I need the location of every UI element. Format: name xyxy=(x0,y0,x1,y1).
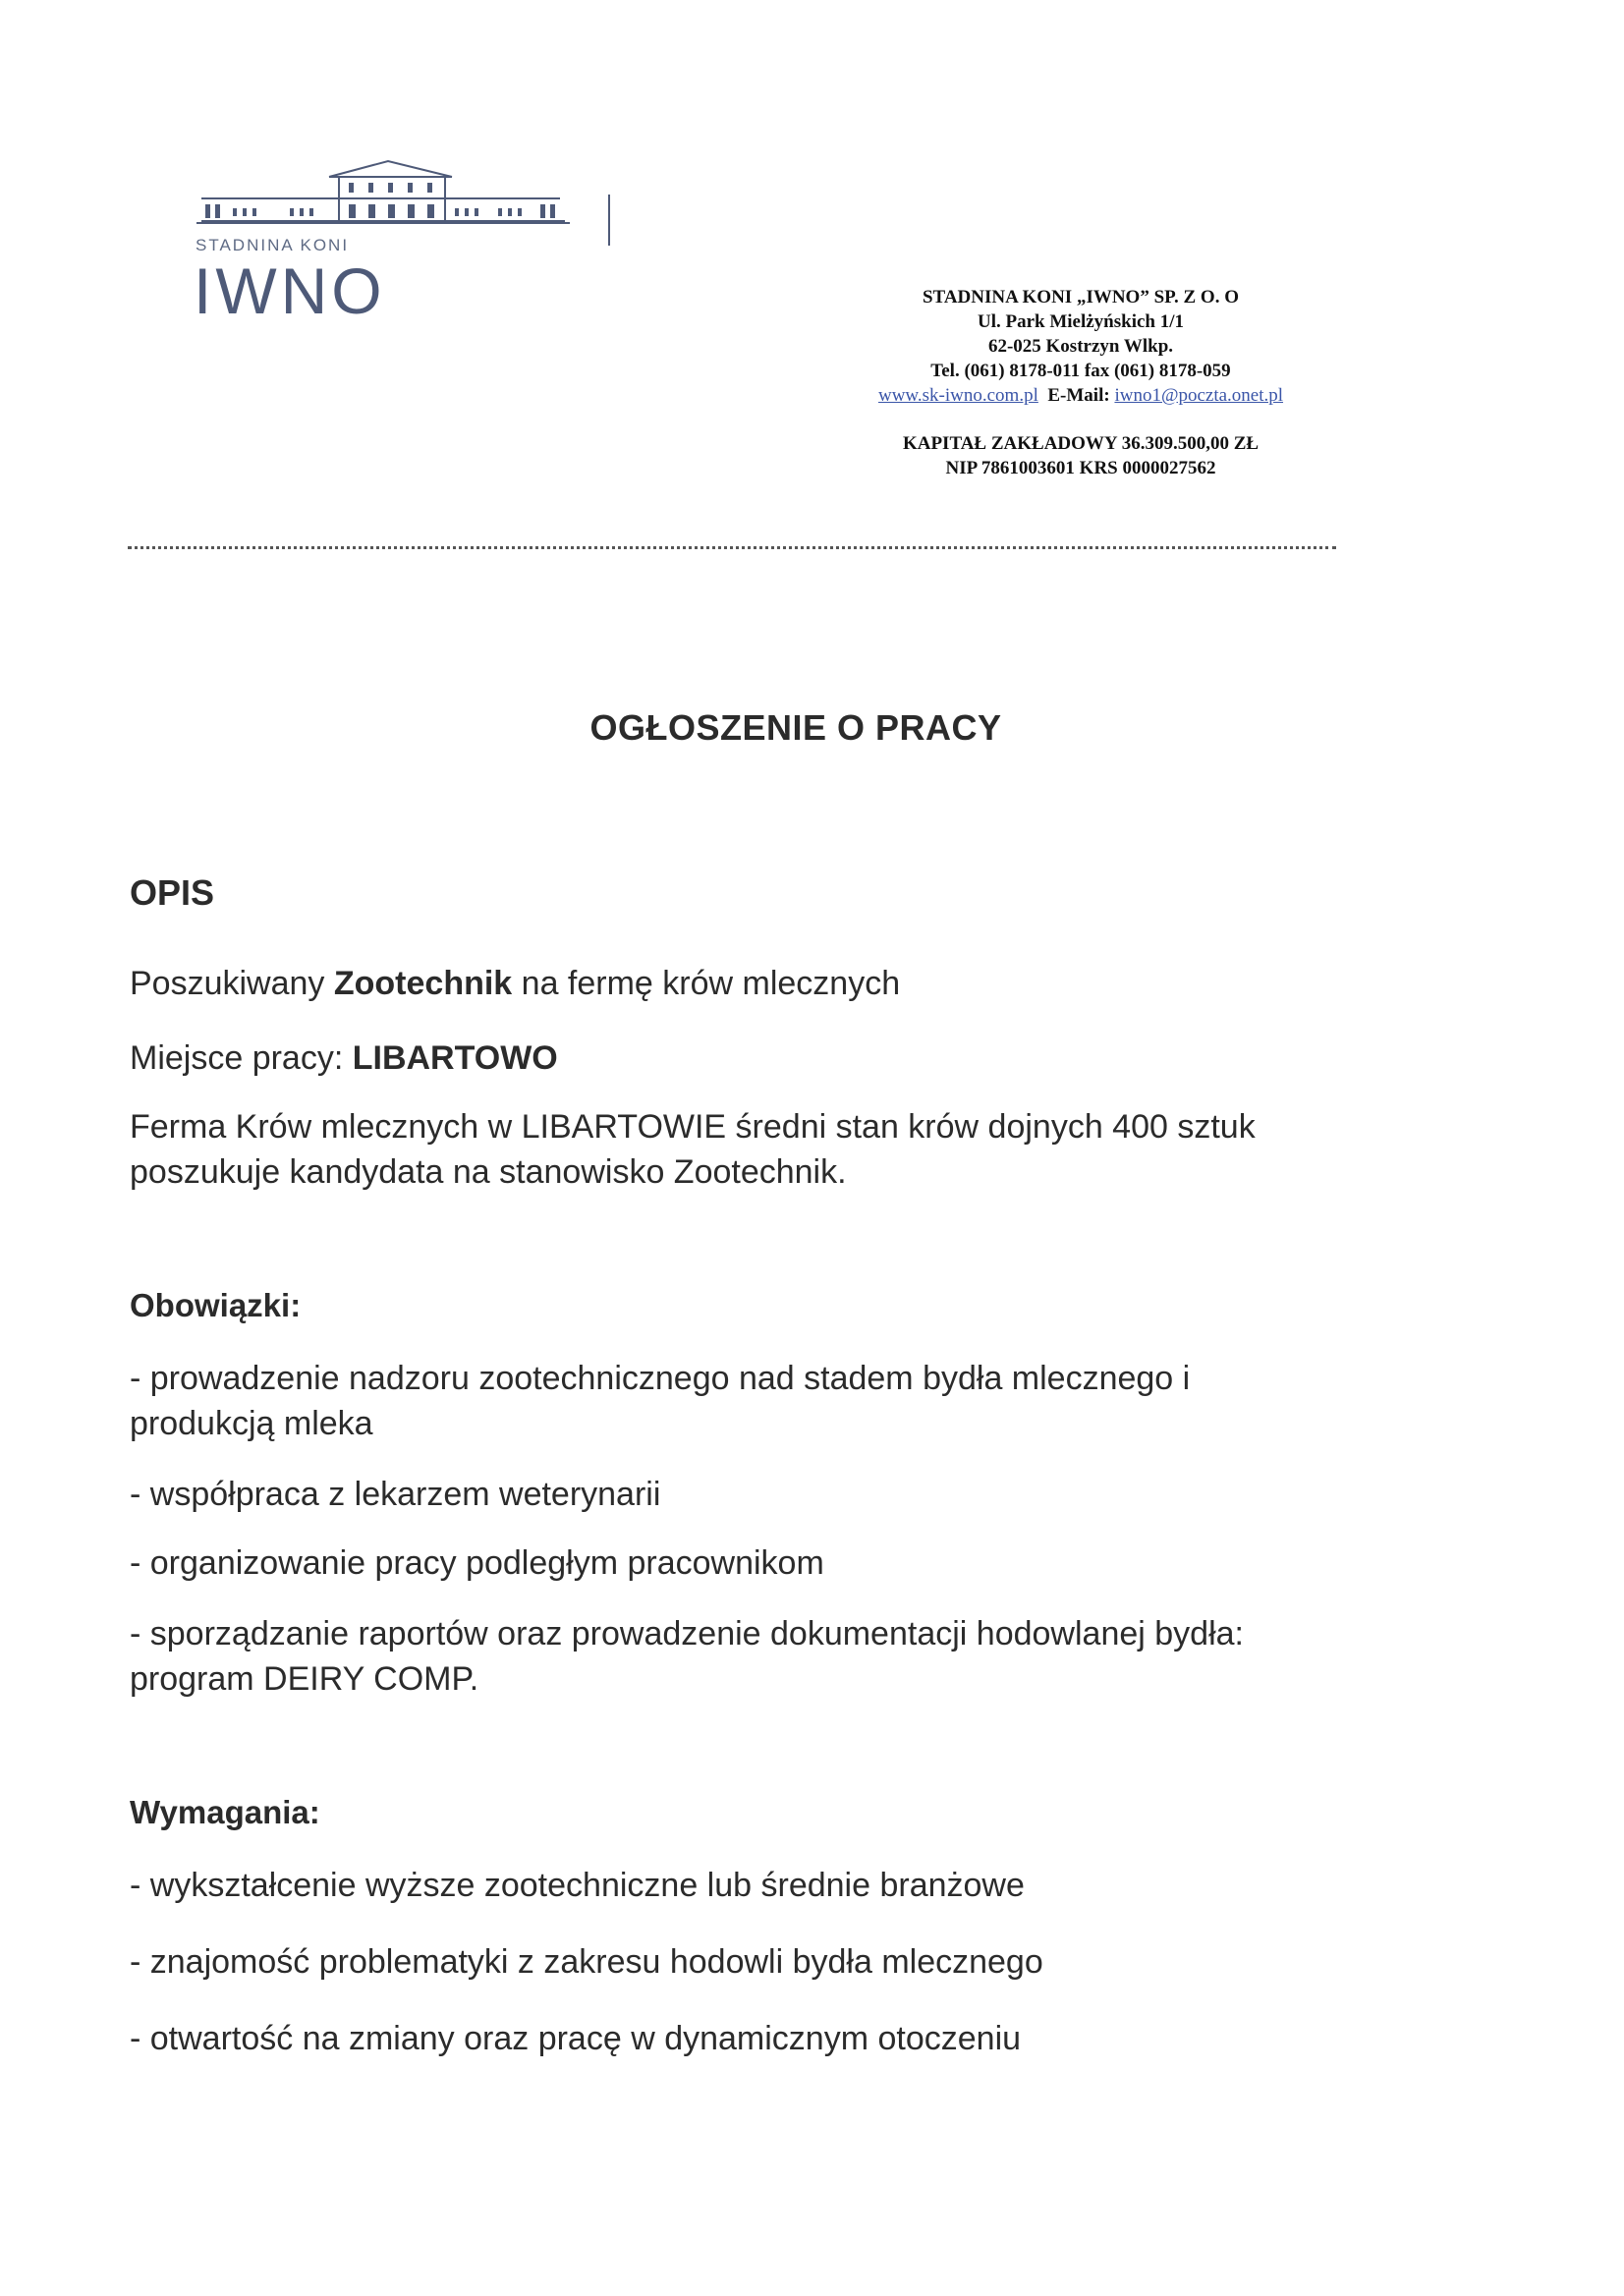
company-city: 62-025 Kostrzyn Wlkp. xyxy=(987,336,1174,357)
logo-subtitle: STADNINA KONI xyxy=(196,236,350,254)
obowiazki-item-2: - współpraca z lekarzem weterynarii xyxy=(130,1476,661,1513)
company-capital: KAPITAŁ ZAKŁADOWY 36.309.500,00 ZŁ xyxy=(902,433,1260,454)
obowiazki-item-3: - organizowanie pracy podległym pracownikom xyxy=(130,1544,824,1582)
wymagania-item-1: - wykształcenie wyższe zootechniczne lub średnie branżowe xyxy=(130,1867,1025,1904)
company-address: Ul. Park Mielżyńskich 1/1 xyxy=(977,311,1185,332)
website-link[interactable]: www.sk-iwno.com.pl xyxy=(877,385,1038,406)
opis-line-description-2: poszukuje kandydata na stanowisko Zootechnik. xyxy=(130,1153,847,1191)
company-name: STADNINA KONI „IWNO” SP. Z O. O xyxy=(922,287,1239,308)
opis-line1-rest: na fermę krów mlecznych xyxy=(512,965,901,1002)
obowiazki-item-1b: produkcją mleka xyxy=(130,1405,373,1442)
obowiazki-item-1a: - prowadzenie nadzoru zootechnicznego nad stadem bydła mlecznego i xyxy=(130,1360,1191,1397)
palace-illustration xyxy=(192,147,624,246)
page-title: OGŁOSZENIE O PRACY xyxy=(589,707,1002,748)
logo-name: IWNO xyxy=(194,254,386,327)
section-heading-obowiazki: Obowiązki: xyxy=(130,1287,302,1323)
wymagania-item-3: - otwartość na zmiany oraz pracę w dynamicznym otoczeniu xyxy=(130,2020,1022,2057)
section-heading-opis: OPIS xyxy=(130,872,215,913)
wymagania-item-2: - znajomość problematyki z zakresu hodowli bydła mlecznego xyxy=(130,1943,1043,1981)
company-phone: Tel. (061) 8178-011 fax (061) 8178-059 xyxy=(930,361,1231,381)
dotted-divider xyxy=(128,546,1336,549)
company-logo xyxy=(192,147,624,327)
company-ids: NIP 7861003601 KRS 0000027562 xyxy=(945,458,1216,478)
obowiazki-item-4b: program DEIRY COMP. xyxy=(130,1660,479,1698)
obowiazki-item-4a: - sporządzanie raportów oraz prowadzenie dokumentacji hodowlanej bydła: xyxy=(130,1615,1244,1652)
company-contact-line xyxy=(707,383,1454,408)
email-label: E-Mail: xyxy=(1047,385,1110,406)
section-heading-wymagania: Wymagania: xyxy=(130,1794,320,1830)
opis-line-location xyxy=(130,1036,1407,1081)
opis-line-description-1: Ferma Krów mlecznych w LIBARTOWIE średni stan krów dojnych 400 sztuk xyxy=(130,1108,1256,1146)
opis-line2-bold: LIBARTOWO xyxy=(352,1039,558,1077)
opis-line1-text: Poszukiwany xyxy=(130,965,334,1002)
company-header xyxy=(707,285,1454,480)
opis-line1-bold: Zootechnik xyxy=(333,965,513,1002)
email-link[interactable]: iwno1@poczta.onet.pl xyxy=(1114,385,1284,406)
opis-line2-text: Miejsce pracy: xyxy=(130,1039,353,1077)
opis-line-position xyxy=(130,961,1407,1006)
